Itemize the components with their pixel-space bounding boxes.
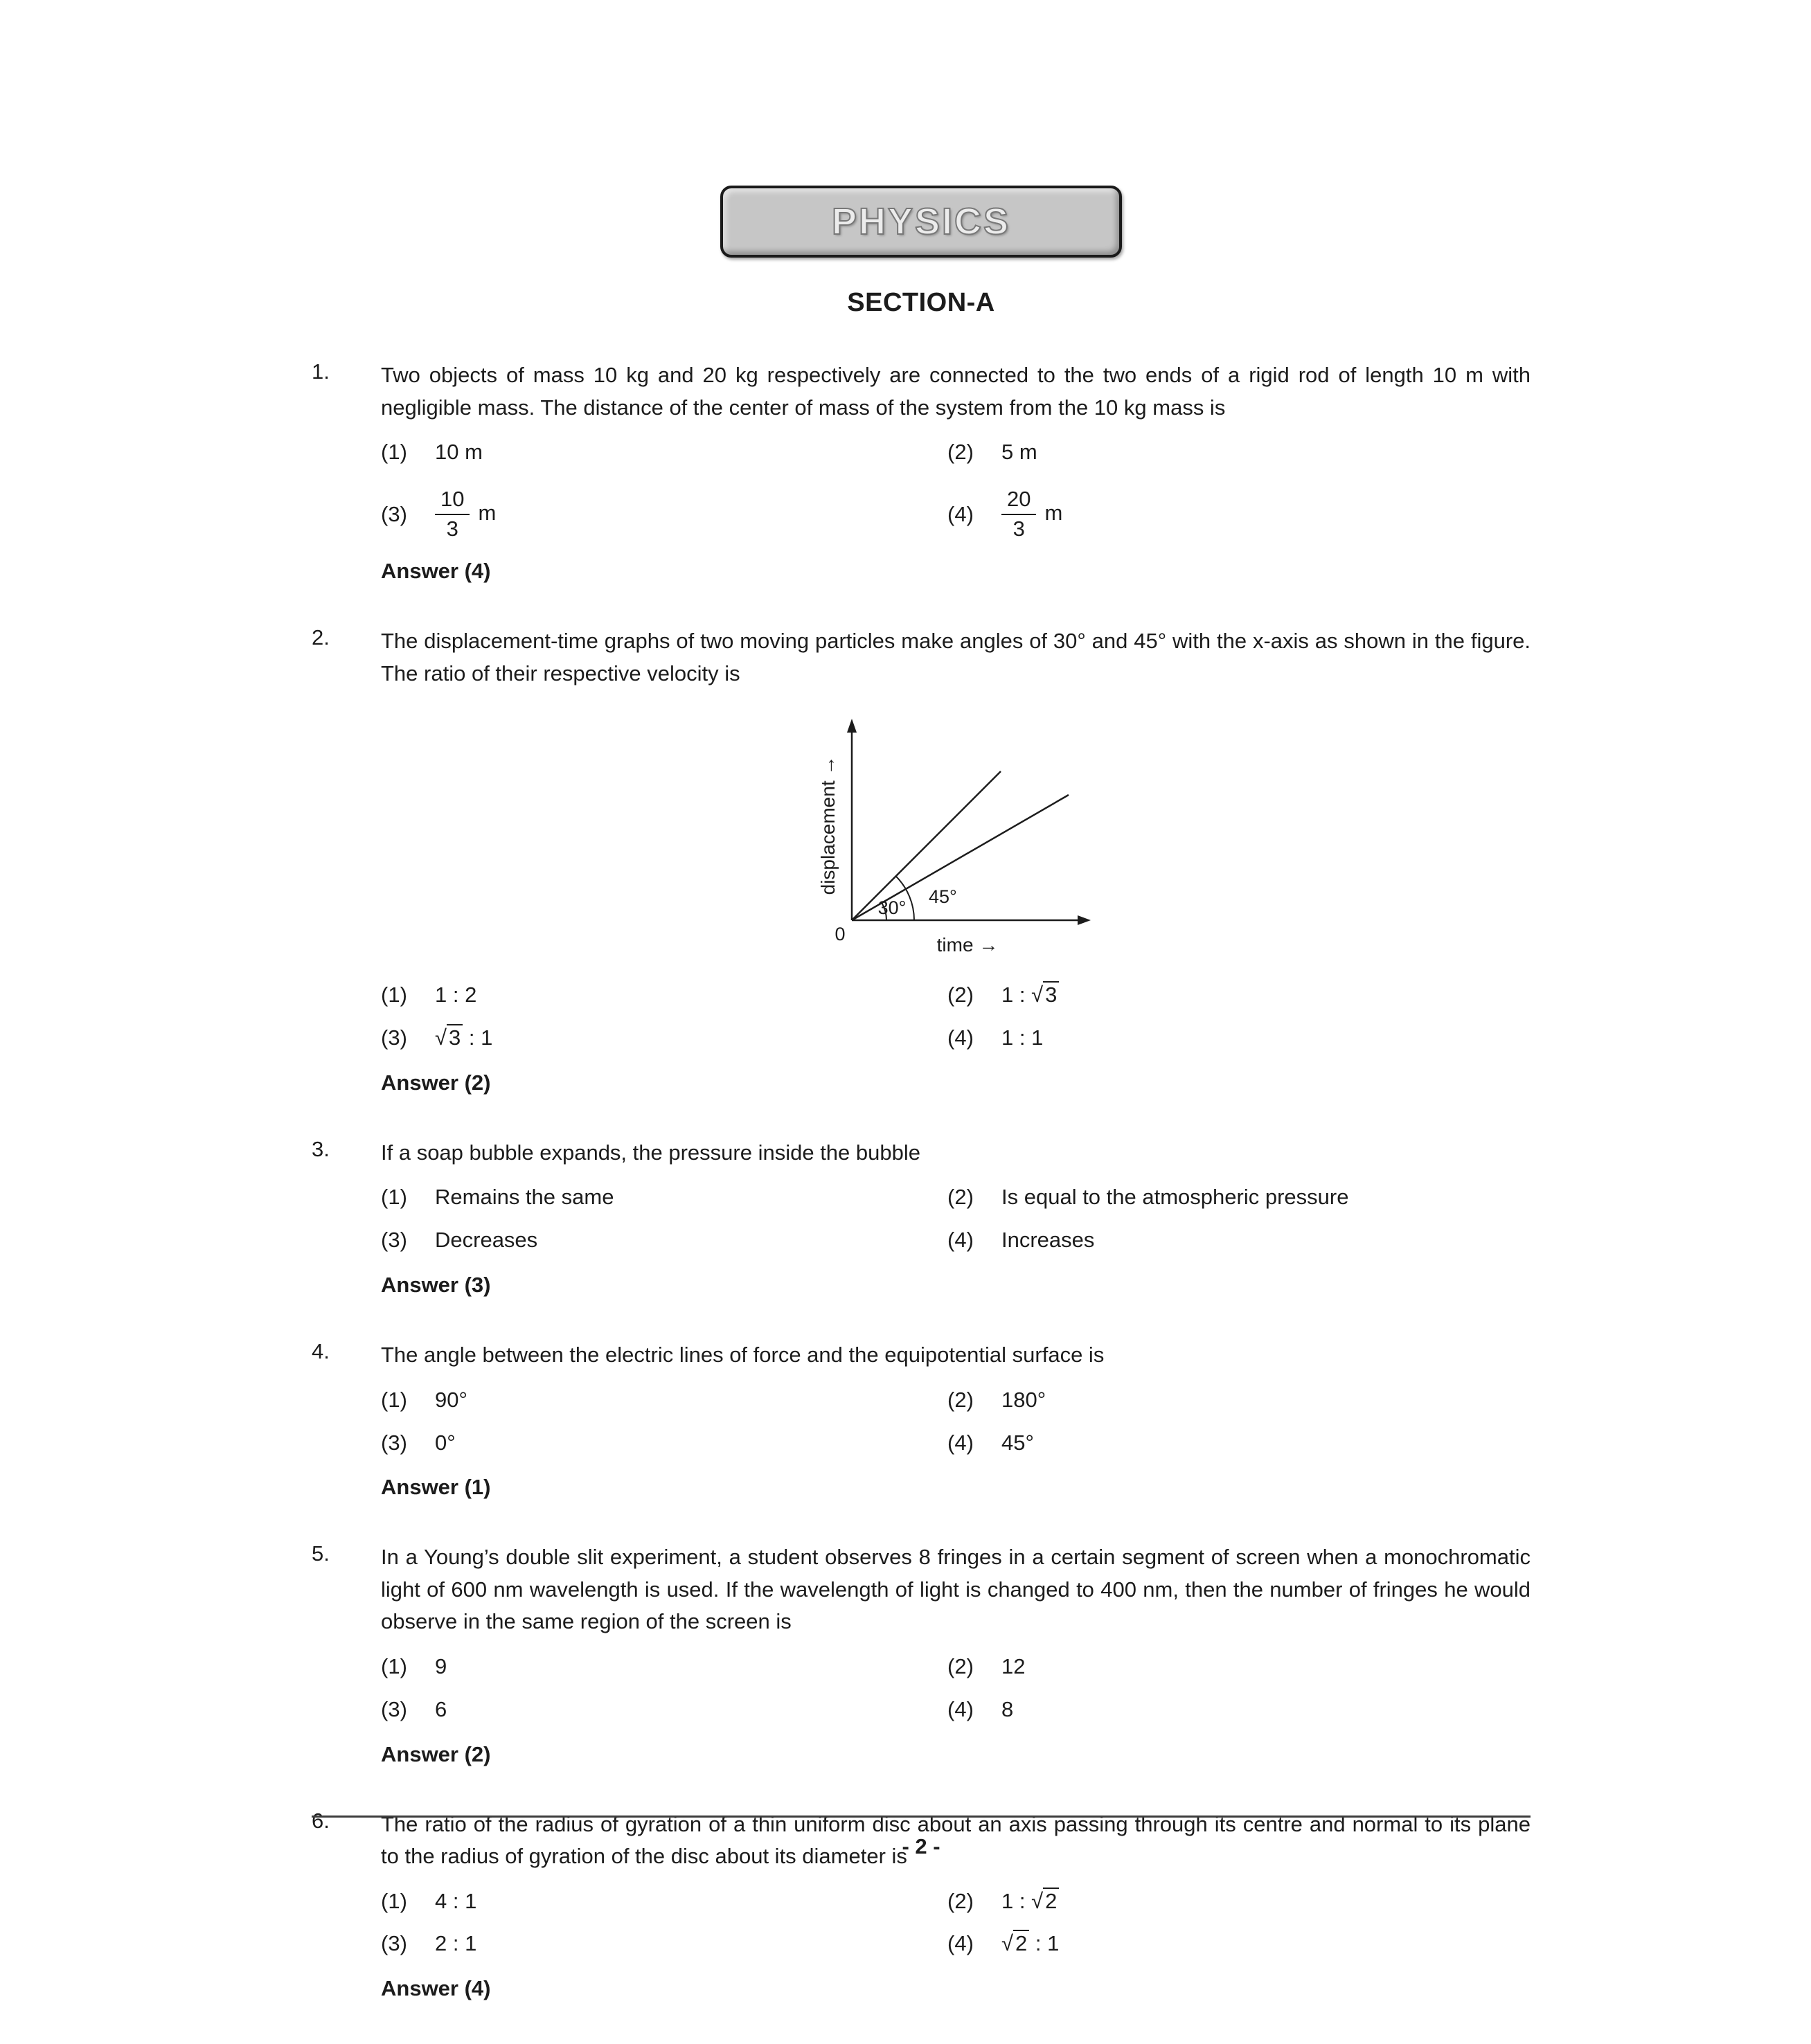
option-label: (4) (947, 1931, 974, 1956)
option-text (1001, 1929, 1059, 1958)
sqrt-suffix: : 1 (1029, 1931, 1060, 1956)
radicand: 3 (1043, 981, 1059, 1007)
option-label: (3) (381, 1430, 407, 1455)
option-label: (4) (947, 1696, 974, 1721)
option-label: (2) (947, 983, 974, 1007)
sqrt-prefix: 1 : (1001, 983, 1032, 1007)
option-text: 180° (1001, 1387, 1046, 1412)
option (381, 1887, 947, 1916)
option-label: (3) (381, 1696, 407, 1721)
option (947, 1226, 1531, 1255)
page-number: - 2 - (902, 1834, 940, 1858)
option-label: (1) (381, 440, 407, 464)
question-5 (312, 1541, 1531, 1766)
option-label: (1) (381, 1653, 407, 1678)
fraction-denominator: 3 (446, 516, 458, 541)
y-axis-label: displacement → (817, 755, 839, 895)
option (947, 1183, 1531, 1212)
fraction (1001, 487, 1036, 541)
line-45-deg (852, 771, 1001, 920)
option-label: (1) (381, 1387, 407, 1412)
fraction (435, 487, 470, 541)
fraction-denominator: 3 (1012, 516, 1025, 541)
exam-page (312, 186, 1531, 2001)
option-text: 90° (435, 1387, 467, 1412)
x-axis-arrow-icon (1078, 915, 1091, 925)
option-text: Decreases (435, 1228, 538, 1253)
option-label: (4) (947, 1228, 974, 1253)
radical-sign: √ (1031, 983, 1044, 1007)
option-text: 8 (1001, 1696, 1014, 1721)
question-4 (312, 1339, 1531, 1500)
option-text: 6 (435, 1696, 447, 1721)
option-text (435, 487, 496, 541)
figure-container (381, 709, 1531, 967)
question-number: 6. (312, 1808, 330, 1833)
option (947, 1428, 1531, 1458)
option-label: (4) (947, 1430, 974, 1455)
radical-sign: √ (1001, 1931, 1014, 1956)
option (947, 1386, 1531, 1415)
option (947, 1887, 1531, 1916)
option-label: (1) (381, 1888, 407, 1913)
radicand: 3 (447, 1024, 463, 1050)
option-text: 9 (435, 1653, 447, 1678)
x-axis-label: time → (936, 934, 999, 956)
fraction-unit: m (1044, 500, 1063, 525)
section-title: SECTION-A (847, 288, 995, 317)
option-text: Increases (1001, 1228, 1095, 1253)
option-text (1001, 980, 1059, 1010)
option-label: (3) (381, 1931, 407, 1956)
answer-label: Answer (2) (381, 1741, 491, 1766)
option (947, 1929, 1531, 1958)
option-label: (4) (947, 501, 974, 526)
header (312, 186, 1531, 258)
question-number: 1. (312, 359, 330, 384)
option (381, 1929, 947, 1958)
option (381, 1428, 947, 1458)
radical-sign: √ (1031, 1888, 1044, 1913)
radicand: 2 (1043, 1888, 1059, 1913)
option-label: (2) (947, 1653, 974, 1678)
option (381, 1023, 947, 1052)
option-text: 1 : 1 (1001, 1025, 1044, 1050)
option-label: (1) (381, 983, 407, 1007)
option (947, 487, 1531, 541)
options (381, 438, 1531, 541)
footer-divider (312, 1816, 1531, 1818)
angle-30-label: 30° (877, 897, 907, 919)
question-text: Two objects of mass 10 kg and 20 kg respectively are connected to the two ends of a rigid rod of length 10 m with negligible mass. The distance of the center of mass of the system from the 10 kg mass is (381, 363, 1531, 420)
question-number: 3. (312, 1136, 330, 1161)
question-number: 5. (312, 1541, 330, 1566)
origin-label: 0 (835, 924, 846, 945)
question-text: In a Young’s double slit experiment, a student observes 8 fringes in a certain segment of screen when a monochromatic light of 600 nm wavelength is used. If the wavelength of light is changed to 400 nm, then the number of fringes he would observe in the same region of the screen is (381, 1545, 1531, 1634)
option (947, 980, 1531, 1010)
question-1 (312, 359, 1531, 584)
options (381, 980, 1531, 1052)
fraction-numerator: 20 (1001, 487, 1036, 515)
option-text: 5 m (1001, 440, 1037, 464)
sqrt-expression (1031, 1889, 1059, 1913)
fraction-numerator: 10 (435, 487, 470, 515)
question-number: 2. (312, 625, 330, 650)
physics-badge-label: PHYSICS (831, 201, 1011, 242)
answer-label: Answer (1) (381, 1475, 491, 1500)
fraction-unit: m (478, 500, 497, 525)
sqrt-prefix: 1 : (1001, 1888, 1032, 1913)
option-text: Is equal to the atmospheric pressure (1001, 1185, 1349, 1210)
option-label: (2) (947, 440, 974, 464)
option (381, 1183, 947, 1212)
option (947, 438, 1531, 467)
option-label: (2) (947, 1888, 974, 1913)
angle-45-label: 45° (929, 886, 957, 908)
option-label: (4) (947, 1025, 974, 1050)
option-text (435, 1023, 492, 1052)
option-label: (3) (381, 1228, 407, 1253)
options (381, 1652, 1531, 1724)
sqrt-expression (435, 1025, 463, 1050)
option-label: (1) (381, 1185, 407, 1210)
sqrt-expression (1031, 983, 1059, 1007)
answer-label: Answer (4) (381, 559, 491, 584)
option-label: (3) (381, 1025, 407, 1050)
option-text: 0° (435, 1430, 456, 1455)
option-text: 10 m (435, 440, 483, 464)
answer-label: Answer (4) (381, 1976, 491, 2001)
option (947, 1652, 1531, 1681)
radicand: 2 (1013, 1930, 1029, 1955)
option (381, 1695, 947, 1724)
question-text: The displacement-time graphs of two moving particles make angles of 30° and 45° with the x-axis as shown in the figure. The ratio of their respective velocity is (381, 629, 1531, 685)
question-text: If a soap bubble expands, the pressure inside the bubble (381, 1140, 920, 1165)
option-label: (2) (947, 1185, 974, 1210)
footer (312, 1816, 1531, 1859)
option-text: 12 (1001, 1653, 1026, 1678)
option (381, 487, 947, 541)
option (381, 1226, 947, 1255)
question-number: 4. (312, 1339, 330, 1364)
physics-badge (720, 186, 1122, 258)
option (381, 438, 947, 467)
option-text (1001, 1887, 1059, 1916)
option (947, 1023, 1531, 1052)
options (381, 1887, 1531, 1959)
option-text: 1 : 2 (435, 983, 477, 1007)
option (381, 980, 947, 1010)
option-label: (2) (947, 1387, 974, 1412)
option-text: 4 : 1 (435, 1888, 477, 1913)
question-3 (312, 1137, 1531, 1298)
option-text (1001, 487, 1062, 541)
question-2 (312, 625, 1531, 1095)
options (381, 1183, 1531, 1255)
question-text: The angle between the electric lines of force and the equipotential surface is (381, 1343, 1105, 1368)
y-axis-arrow-icon (847, 719, 857, 733)
option (947, 1695, 1531, 1724)
answer-label: Answer (2) (381, 1070, 491, 1095)
option-text: 2 : 1 (435, 1931, 477, 1956)
option (381, 1386, 947, 1415)
displacement-time-graph (786, 709, 1125, 967)
question-text: The ratio of the radius of gyration of a thin uniform disc about an axis passing through its centre and normal to its plane to the radius of gyration of the disc about its diameter is (381, 1811, 1531, 1869)
option-label: (3) (381, 501, 407, 526)
sqrt-suffix: : 1 (463, 1025, 493, 1050)
options (381, 1386, 1531, 1458)
answer-label: Answer (3) (381, 1273, 491, 1298)
option (381, 1652, 947, 1681)
radical-sign: √ (435, 1025, 447, 1050)
sqrt-expression (1001, 1931, 1029, 1955)
option-text: Remains the same (435, 1185, 614, 1210)
option-text: 45° (1001, 1430, 1034, 1455)
